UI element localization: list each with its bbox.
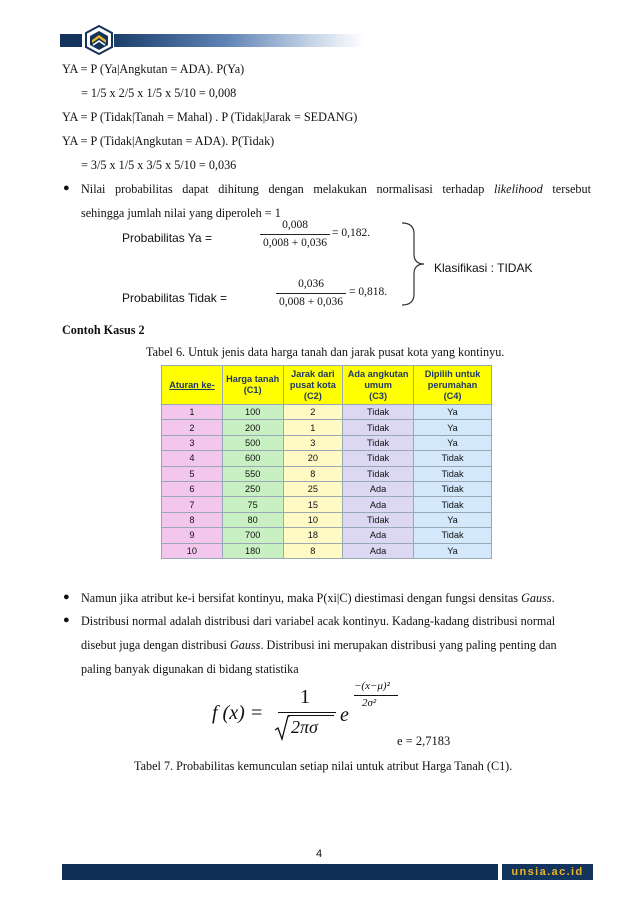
- e-value: e = 2,7183: [397, 734, 451, 748]
- table-cell: Ya: [414, 405, 492, 420]
- footer-bar-left: [62, 864, 498, 880]
- bullet-normalization-line2: sehingga jumlah nilai yang diperoleh = 1: [81, 206, 281, 220]
- table-cell: 700: [222, 528, 283, 543]
- prob-tidak-fraction-bar: [276, 293, 346, 294]
- table-cell: 100: [222, 405, 283, 420]
- prob-tidak-result: = 0,818.: [349, 286, 388, 298]
- header-harga-tanah: Harga tanah (C1): [222, 366, 283, 405]
- table-cell: Ya: [414, 543, 492, 558]
- table-cell: Ada: [343, 481, 414, 496]
- table-row: [162, 512, 492, 527]
- formula-exp-bar: [354, 695, 398, 696]
- header-dipilih: Dipilih untuk perumahan (C4): [414, 366, 492, 405]
- table-cell: 10: [162, 543, 223, 558]
- table-cell: 18: [283, 528, 343, 543]
- table-header-row: [162, 366, 492, 405]
- bullet-normalization-line1: Nilai probabilitas dapat dihitung dengan melakukan normalisasi terhadap likelihood tersebut: [81, 182, 591, 196]
- table-cell: 80: [222, 512, 283, 527]
- formula-base: e: [340, 704, 349, 726]
- table-cell: Tidak: [343, 420, 414, 435]
- page-number: 4: [315, 848, 323, 860]
- table-cell: 15: [283, 497, 343, 512]
- table-cell: 1: [283, 420, 343, 435]
- bullet-dot: ●: [63, 591, 70, 603]
- table-cell: 180: [222, 543, 283, 558]
- table6: [161, 365, 492, 559]
- table-cell: Ya: [414, 512, 492, 527]
- table-cell: 500: [222, 435, 283, 450]
- formula-fraction-bar: [278, 712, 336, 713]
- header-aturan: Aturan ke-: [162, 366, 223, 405]
- table-row: [162, 405, 492, 420]
- sqrt-vinculum: [288, 715, 334, 716]
- footer-site-badge: [502, 864, 593, 880]
- table6-caption: Tabel 6. Untuk jenis data harga tanah dan jarak pusat kota yang kontinyu.: [146, 345, 505, 359]
- table-cell: 1: [162, 405, 223, 420]
- header-jarak: Jarak dari pusat kota (C2): [283, 366, 343, 405]
- formula-sqrt-content: 2πσ: [291, 717, 318, 737]
- curly-brace-icon: [400, 220, 430, 308]
- prob-ya-denominator: 0,008 + 0,036: [263, 237, 327, 249]
- line-ya-angkutan: YA = P (Ya|Angkutan = ADA). P(Ya): [62, 62, 245, 76]
- table-row: [162, 466, 492, 481]
- prob-ya-result: = 0,182.: [332, 227, 371, 239]
- line-tidak-angkutan: YA = P (Tidak|Angkutan = ADA). P(Tidak): [62, 134, 275, 148]
- prob-tidak-denominator: 0,008 + 0,036: [279, 296, 343, 308]
- table-row: [162, 420, 492, 435]
- classification-label: Klasifikasi : TIDAK: [434, 261, 533, 275]
- table-row: [162, 543, 492, 558]
- prob-tidak-label: Probabilitas Tidak =: [122, 291, 228, 305]
- table-cell: Tidak: [414, 451, 492, 466]
- table-cell: Ada: [343, 497, 414, 512]
- line-ya-result: = 1/5 x 2/5 x 1/5 x 5/10 = 0,008: [81, 86, 237, 100]
- prob-ya-numerator: 0,008: [282, 219, 308, 231]
- bullet-kontinyu: Namun jika atribut ke-i bersifat kontinyu, maka P(xi|C) diestimasi dengan fungsi densitas Gauss.: [81, 591, 555, 605]
- table-cell: 5: [162, 466, 223, 481]
- footer-site-text: unsia.ac.id: [511, 866, 584, 878]
- bullet-dot: ●: [63, 182, 70, 194]
- table-cell: 550: [222, 466, 283, 481]
- table-row: [162, 481, 492, 496]
- gauss-formula: [212, 680, 402, 742]
- table-cell: 3: [162, 435, 223, 450]
- section-heading: Contoh Kasus 2: [62, 323, 145, 337]
- table-cell: 8: [162, 512, 223, 527]
- table-cell: 25: [283, 481, 343, 496]
- table-cell: 4: [162, 451, 223, 466]
- table-cell: 20: [283, 451, 343, 466]
- bullet-distribusi-line2: disebut juga dengan distribusi Gauss. Distribusi ini merupakan distribusi yang paling penting dan: [81, 638, 557, 652]
- table-cell: Tidak: [343, 466, 414, 481]
- header-bar-left: [60, 34, 82, 47]
- bullet-distribusi-line1: Distribusi normal adalah distribusi dari variabel acak kontinyu. Kadang-kadang distribusi normal: [81, 614, 556, 628]
- prob-ya-fraction-bar: [260, 234, 330, 235]
- bullet-distribusi-line3: paling banyak digunakan di bidang statistika: [81, 662, 299, 676]
- table-cell: 8: [283, 466, 343, 481]
- table-row: [162, 435, 492, 450]
- table-cell: 200: [222, 420, 283, 435]
- formula-lhs: f (x) =: [212, 702, 264, 724]
- table-row: [162, 528, 492, 543]
- table-cell: 2: [162, 420, 223, 435]
- table-cell: 6: [162, 481, 223, 496]
- bullet-dot: ●: [63, 614, 70, 626]
- table-cell: Tidak: [343, 451, 414, 466]
- table7-caption: Tabel 7. Probabilitas kemunculan setiap nilai untuk atribut Harga Tanah (C1).: [134, 759, 513, 773]
- sqrt-icon: [274, 715, 290, 741]
- line-tidak-result: = 3/5 x 1/5 x 3/5 x 5/10 = 0,036: [81, 158, 237, 172]
- table-cell: 7: [162, 497, 223, 512]
- table-cell: Tidak: [414, 497, 492, 512]
- table-cell: 3: [283, 435, 343, 450]
- table-cell: 250: [222, 481, 283, 496]
- prob-ya-label: Probabilitas Ya =: [122, 231, 212, 245]
- table-cell: Ada: [343, 528, 414, 543]
- formula-exp-numerator: −(x−μ)²: [354, 680, 390, 692]
- table-cell: 75: [222, 497, 283, 512]
- table-cell: 8: [283, 543, 343, 558]
- formula-numerator: 1: [300, 686, 310, 708]
- table-cell: Tidak: [343, 435, 414, 450]
- table-cell: Tidak: [414, 481, 492, 496]
- table-cell: Tidak: [414, 528, 492, 543]
- formula-exp-denominator: 2σ²: [362, 697, 377, 709]
- table-cell: Tidak: [414, 466, 492, 481]
- table-cell: 9: [162, 528, 223, 543]
- table-cell: 2: [283, 405, 343, 420]
- header-bar-gradient: [114, 34, 364, 47]
- header-angkutan: Ada angkutan umum (C3): [343, 366, 414, 405]
- unsia-logo-icon: [84, 24, 114, 56]
- table-cell: Tidak: [343, 405, 414, 420]
- table-row: [162, 451, 492, 466]
- table-cell: Ya: [414, 435, 492, 450]
- table-cell: 10: [283, 512, 343, 527]
- table-cell: Ada: [343, 543, 414, 558]
- table-cell: Ya: [414, 420, 492, 435]
- table-cell: 600: [222, 451, 283, 466]
- table-row: [162, 497, 492, 512]
- line-tidak-tanah: YA = P (Tidak|Tanah = Mahal) . P (Tidak|Jarak = SEDANG): [62, 110, 358, 124]
- table-cell: Tidak: [343, 512, 414, 527]
- prob-tidak-numerator: 0,036: [298, 278, 324, 290]
